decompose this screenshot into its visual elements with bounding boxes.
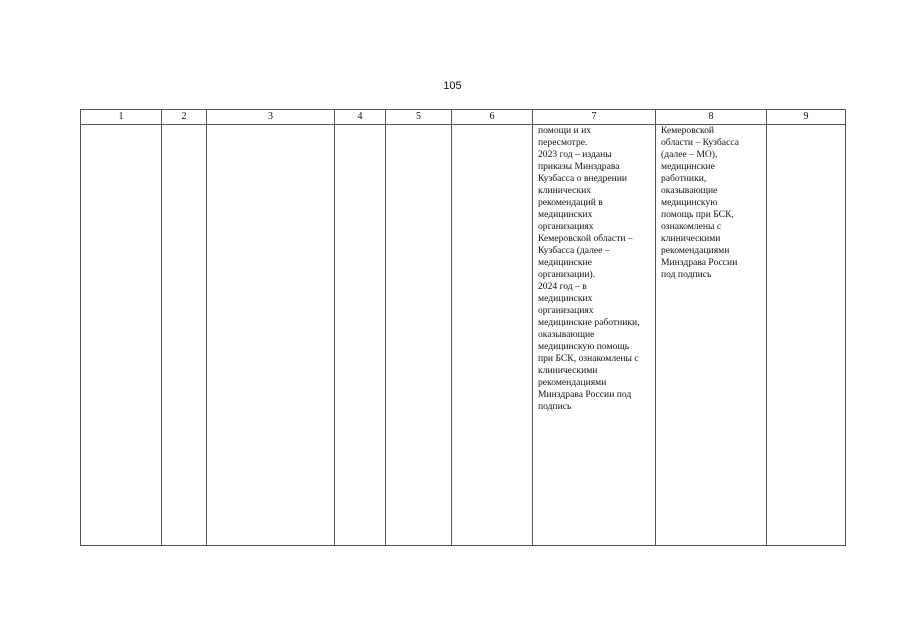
column-header-4: 4 [335,110,386,125]
column-header-6: 6 [452,110,533,125]
cell-col-7 [533,125,656,546]
header-row [81,110,846,125]
page-number: 105 [443,80,462,92]
cell-text-result: Кемеровской области – Кузбасса (далее – МО), медицинские работники, оказывающие медицинскую помощь при БСК, ознакомлены с клиническими рекомендациями Минздрава России под подпись [661,125,739,280]
column-header-9: 9 [767,110,846,125]
cell-text-implementation: помощи и их пересмотре. 2023 год – изданы приказы Минздрава Кузбасса о внедрении клинических рекомендаций в медицинских организациях Кемеровской области – Кузбасса (далее – медицинские организации). 2024 год – в медицинских организациях медицинские работники, оказывающие медицинскую помощь при БСК, ознакомлены с клиническими рекомендациями Минздрава России под подпись [538,125,640,412]
column-header-2: 2 [162,110,207,125]
document-table [80,109,846,546]
cell-col-4 [335,125,386,546]
cell-col-3 [207,125,335,546]
cell-col-1 [81,125,162,546]
cell-col-2 [162,125,207,546]
column-header-5: 5 [386,110,452,125]
cell-col-8 [656,125,767,546]
column-header-8: 8 [656,110,767,125]
cell-col-6 [452,125,533,546]
column-header-3: 3 [207,110,335,125]
column-header-7: 7 [533,110,656,125]
cell-col-5 [386,125,452,546]
table-row [81,125,846,546]
cell-col-9 [767,125,846,546]
column-header-1: 1 [81,110,162,125]
